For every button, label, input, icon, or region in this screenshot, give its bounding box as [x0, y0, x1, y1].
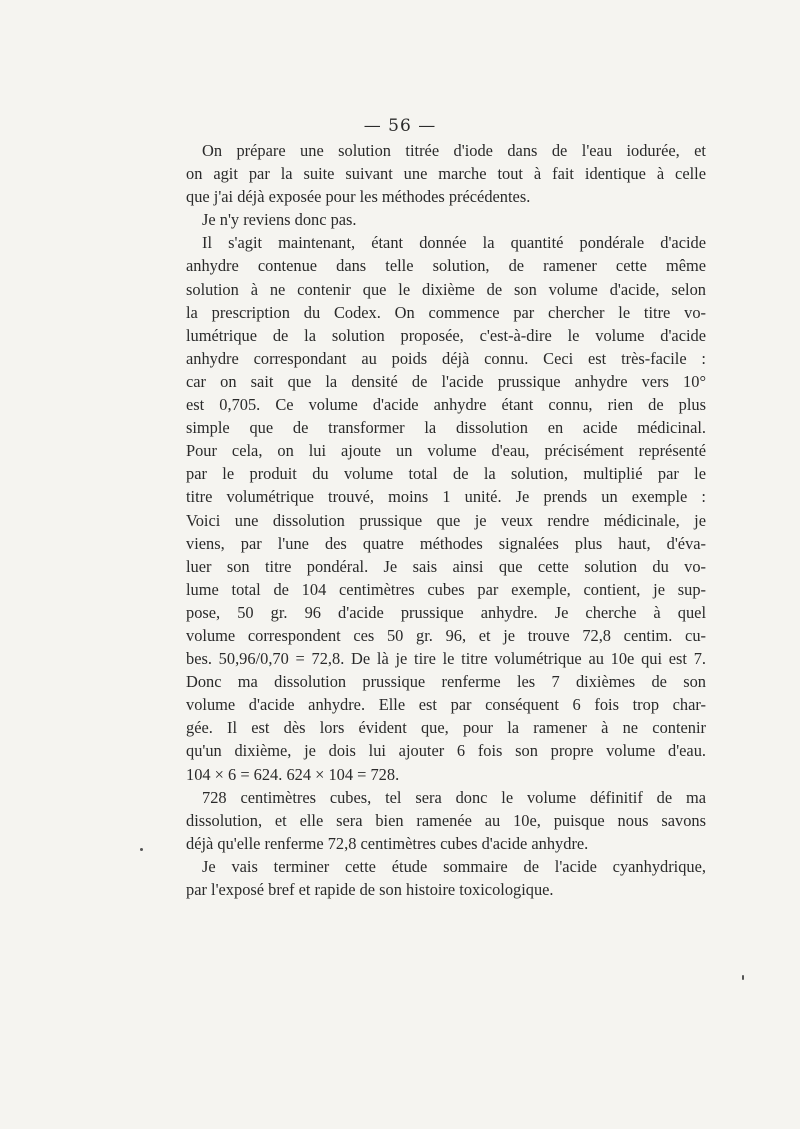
text-line: luer son titre pondéral. Je sais ainsi que cette solution du vo-	[186, 556, 706, 576]
text-line: 104 × 6 = 624. 624 × 104 = 728.	[186, 764, 400, 784]
text-line: Donc ma dissolution prussique renferme les 7 dixièmes de son	[186, 672, 706, 692]
paper-speck	[742, 975, 744, 980]
text-line: déjà qu'elle renferme 72,8 centimètres cubes d'acide anhydre.	[186, 833, 589, 853]
text-line: Pour cela, on lui ajoute un volume d'eau, précisément représenté	[186, 441, 706, 461]
text-line: volume d'acide anhydre. Elle est par conséquent 6 fois trop char-	[186, 695, 706, 715]
text-line: est 0,705. Ce volume d'acide anhydre étant connu, rien de plus	[186, 395, 706, 415]
text-line: Je n'y reviens donc pas.	[202, 210, 357, 230]
text-line: la prescription du Codex. On commence par chercher le titre vo-	[186, 302, 706, 322]
text-line: simple que de transformer la dissolution en acide médicinal.	[186, 418, 706, 438]
text-line: gée. Il est dès lors évident que, pour la ramener à ne contenir	[186, 718, 706, 738]
text-line: anhydre correspondant au poids déjà connu. Ceci est très-facile :	[186, 348, 706, 368]
text-line: qu'un dixième, je dois lui ajouter 6 fois son propre volume d'eau.	[186, 741, 706, 761]
text-line: On prépare une solution titrée d'iode dans de l'eau iodurée, et	[202, 141, 706, 160]
text-line: on agit par la suite suivant une marche tout à fait identique à celle	[186, 164, 706, 184]
paragraph	[186, 231, 706, 785]
paragraph	[186, 139, 706, 208]
text-line: dissolution, et elle sera bien ramenée au 10e, puisque nous savons	[186, 810, 706, 830]
paper-speck	[140, 848, 143, 851]
text-line: car on sait que la densité de l'acide prussique anhydre vers 10°	[186, 371, 706, 391]
text-line: Il s'agit maintenant, étant donnée la quantité pondérale d'acide	[202, 233, 706, 253]
text-line: Je vais terminer cette étude sommaire de l'acide cyanhydrique,	[202, 856, 706, 876]
text-line: lume total de 104 centimètres cubes par exemple, contient, je sup-	[186, 579, 706, 599]
text-line: viens, par l'une des quatre méthodes signalées plus haut, d'éva-	[186, 533, 706, 553]
text-line: par l'exposé bref et rapide de son histoire toxicologique.	[186, 880, 554, 899]
text-line: titre volumétrique trouvé, moins 1 unité. Je prends un exemple :	[186, 487, 706, 507]
text-line: pose, 50 gr. 96 d'acide prussique anhydre. Je cherche à quel	[186, 602, 706, 622]
text-line: Voici une dissolution prussique que je veux rendre médicinale, je	[186, 510, 706, 530]
paragraph	[186, 786, 706, 855]
text-line: lumétrique de la solution proposée, c'est-à-dire le volume d'acide	[186, 325, 706, 345]
text-line: solution à ne contenir que le dixième de son volume d'acide, selon	[186, 279, 706, 299]
text-line: que j'ai déjà exposée pour les méthodes précédentes.	[186, 187, 531, 207]
text-line: anhydre contenue dans telle solution, de ramener cette même	[186, 256, 706, 276]
page-number: — 56 —	[363, 116, 437, 136]
text-line: bes. 50,96/0,70 = 72,8. De là je tire le titre volumétrique au 10e qui est 7.	[186, 649, 706, 669]
text-line: 728 centimètres cubes, tel sera donc le volume définitif de ma	[202, 787, 706, 807]
body-text	[186, 139, 706, 901]
text-line: volume correspondent ces 50 gr. 96, et je trouve 72,8 centim. cu-	[186, 625, 706, 645]
paragraph	[186, 855, 706, 901]
text-line: par le produit du volume total de la solution, multiplié par le	[186, 464, 706, 484]
paragraph	[186, 208, 706, 231]
